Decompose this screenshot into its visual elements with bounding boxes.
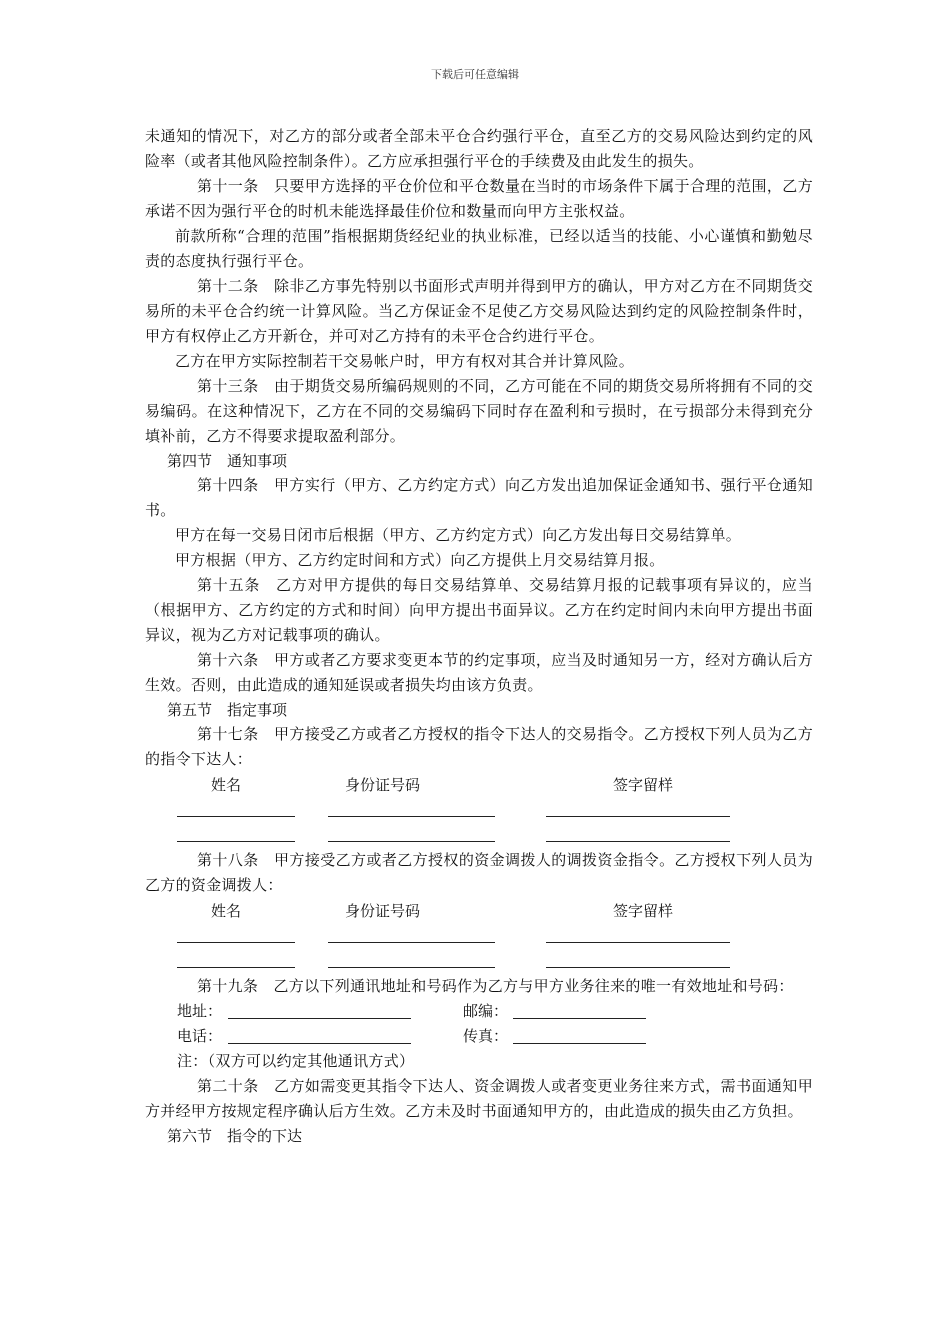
name-blank[interactable] [177, 841, 295, 842]
signature-blank[interactable] [546, 816, 730, 817]
fax-blank[interactable] [513, 1043, 646, 1044]
order-issuer-table-header [145, 772, 813, 798]
column-name: 姓名 [211, 776, 242, 794]
article-14-clause-2: 甲方在每一交易日闭市后根据（甲方、乙方约定方式）向乙方发出每日交易结算单。 [175, 526, 742, 544]
address-label: 地址： [177, 1002, 223, 1020]
page-header: 下载后可任意编辑 [431, 68, 519, 81]
order-issuer-row [145, 798, 813, 823]
article-18: 第十八条 甲方接受乙方或者乙方授权的资金调拨人的调拨资金指令。乙方授权下列人员为乙方的资金调拨人： [145, 851, 813, 894]
article-14: 第十四条 甲方实行（甲方、乙方约定方式）向乙方发出追加保证金通知书、强行平仓通知书。 [145, 476, 813, 519]
column-signature: 签字留样 [613, 776, 674, 794]
id-number-blank[interactable] [328, 942, 495, 943]
id-number-blank[interactable] [328, 841, 495, 842]
address-blank[interactable] [228, 1018, 411, 1019]
fund-transfer-row [145, 924, 813, 949]
signature-blank[interactable] [546, 967, 730, 968]
article-16: 第十六条 甲方或者乙方要求变更本节的约定事项，应当及时通知另一方，经对方确认后方生效。否则，由此造成的通知延误或者损失均由该方负责。 [145, 651, 813, 694]
article-12-clause-2: 乙方在甲方实际控制若干交易帐户时，甲方有权对其合并计算风险。 [175, 352, 635, 370]
article-11: 第十一条 只要甲方选择的平仓价位和平仓数量在当时的市场条件下属于合理的范围，乙方承诺不因为强行平仓的时机未能选择最佳价位和数量而向甲方主张权益。 [145, 177, 813, 220]
name-blank[interactable] [177, 967, 295, 968]
signature-blank[interactable] [546, 841, 730, 842]
article-11-clause-2: 前款所称“合理的范围”指根据期货经纪业的执业标准，已经以适当的技能、小心谨慎和勤勉尽责的态度执行强行平仓。 [145, 227, 813, 270]
contact-row-2 [145, 1024, 813, 1049]
fax-label: 传真： [463, 1027, 509, 1045]
article-12: 第十二条 除非乙方事先特别以书面形式声明并得到甲方的确认，甲方对乙方在不同期货交易所的未平仓合约统一计算风险。当乙方保证金不足使乙方交易风险达到约定的风险控制条件时，甲方有权停止乙方开新仓，并可对乙方持有的未平仓合约进行平仓。 [145, 277, 813, 345]
column-id-number: 身份证号码 [345, 776, 421, 794]
id-number-blank[interactable] [328, 816, 495, 817]
column-id-number: 身份证号码 [345, 902, 421, 920]
note: 注：（双方可以约定其他通讯方式） [177, 1052, 415, 1070]
fund-transfer-row [145, 949, 813, 974]
article-17: 第十七条 甲方接受乙方或者乙方授权的指令下达人的交易指令。乙方授权下列人员为乙方的指令下达人： [145, 725, 813, 768]
fund-transfer-table-header [145, 898, 813, 924]
article-20: 第二十条 乙方如需变更其指令下达人、资金调拨人或者变更业务往来方式，需书面通知甲方并经甲方按规定程序确认后方生效。乙方未及时书面通知甲方的，由此造成的损失由乙方负担。 [145, 1077, 813, 1120]
column-signature: 签字留样 [613, 902, 674, 920]
phone-blank[interactable] [228, 1043, 411, 1044]
column-name: 姓名 [211, 902, 242, 920]
phone-label: 电话： [177, 1027, 223, 1045]
postcode-label: 邮编： [463, 1002, 509, 1020]
name-blank[interactable] [177, 816, 295, 817]
signature-blank[interactable] [546, 942, 730, 943]
id-number-blank[interactable] [328, 967, 495, 968]
contact-row-1 [145, 999, 813, 1024]
article-15: 第十五条 乙方对甲方提供的每日交易结算单、交易结算月报的记载事项有异议的，应当（根据甲方、乙方约定的方式和时间）向甲方提出书面异议。乙方在约定时间内未向甲方提出书面异议，视为乙方对记载事项的确认。 [145, 576, 813, 644]
order-issuer-row [145, 823, 813, 848]
article-13: 第十三条 由于期货交易所编码规则的不同，乙方可能在不同的期货交易所将拥有不同的交易编码。在这种情况下，乙方在不同的交易编码下同时存在盈利和亏损时，在亏损部分未得到充分填补前，乙方不得要求提取盈利部分。 [145, 377, 813, 445]
postcode-blank[interactable] [513, 1018, 646, 1019]
article-14-clause-3: 甲方根据（甲方、乙方约定时间和方式）向乙方提供上月交易结算月报。 [175, 551, 665, 569]
paragraph-continuation: 未通知的情况下，对乙方的部分或者全部未平仓合约强行平仓，直至乙方的交易风险达到约定的风险率（或者其他风险控制条件）。乙方应承担强行平仓的手续费及由此发生的损失。 [145, 127, 813, 170]
article-19: 第十九条 乙方以下列通讯地址和号码作为乙方与甲方业务往来的唯一有效地址和号码： [197, 977, 794, 995]
section-4-heading: 第四节 通知事项 [167, 452, 288, 470]
name-blank[interactable] [177, 942, 295, 943]
document-body [145, 124, 813, 1148]
section-6-heading: 第六节 指令的下达 [167, 1127, 303, 1145]
section-5-heading: 第五节 指定事项 [167, 701, 288, 719]
